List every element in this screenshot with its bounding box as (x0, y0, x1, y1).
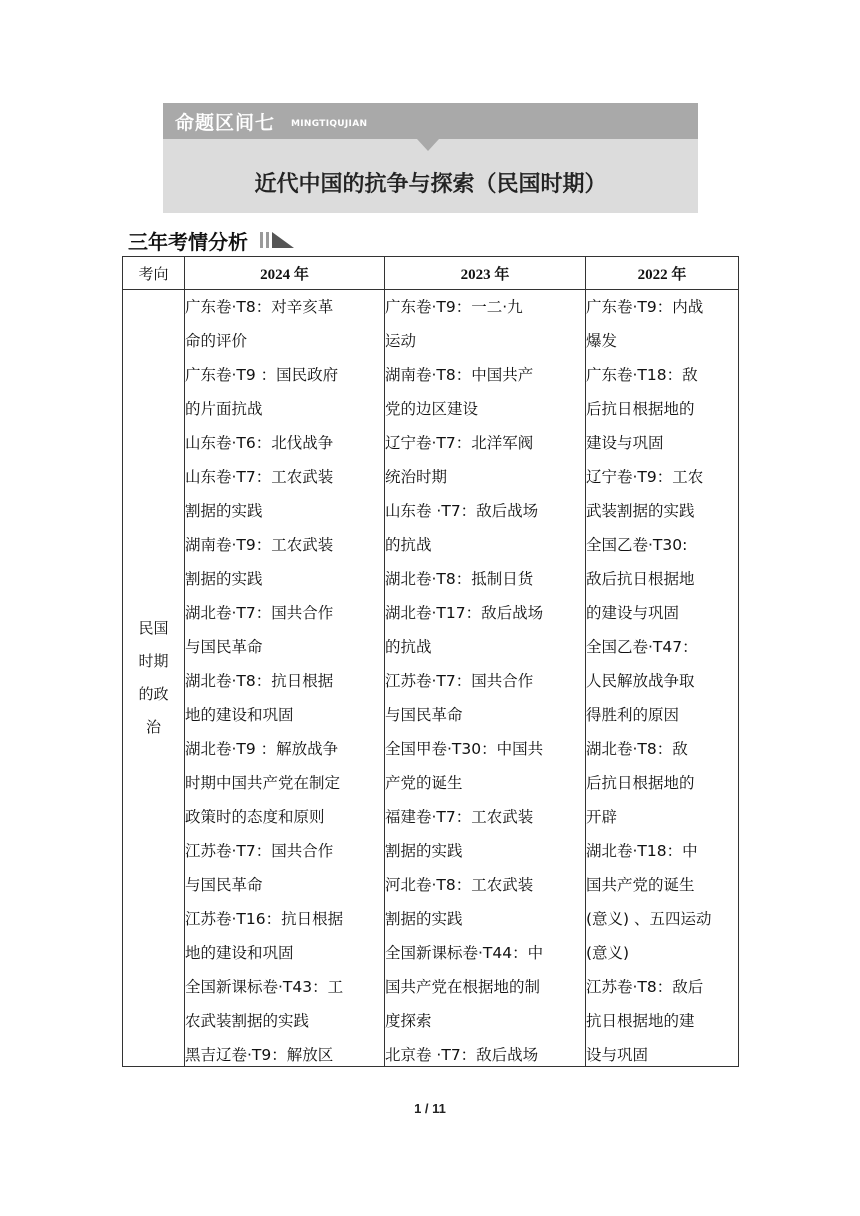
cell-line: 时期中国共产党在制定 (185, 774, 341, 792)
cell-line: 广东卷·T9：内战 (586, 298, 704, 316)
cell-line: 湖北卷·T8：抵制日货 (385, 570, 534, 588)
header-2022: 2022 年 (586, 257, 739, 290)
cell-line: 人民解放战争取 (586, 672, 695, 690)
cell-line: 山东卷·T6：北伐战争 (185, 434, 334, 452)
cell-line: 产党的诞生 (385, 774, 463, 792)
cell-line: 江苏卷·T7：国共合作 (185, 842, 334, 860)
cell-line: 河北卷·T8：工农武装 (385, 876, 534, 894)
banner-notch-decoration (417, 139, 439, 151)
cell-line: 割据的实践 (185, 502, 263, 520)
cell-line: 黑吉辽卷·T9：解放区 (185, 1046, 334, 1064)
cell-line: 湖南卷·T9：工农武装 (185, 536, 334, 554)
topic-line: 民国 (138, 619, 169, 637)
header-topic: 考向 (123, 257, 185, 290)
banner-header-bar (163, 103, 698, 139)
cell-line: 全国新课标卷·T44：中 (385, 944, 544, 962)
topic-line: 时期 (138, 652, 169, 670)
cell-line: 辽宁卷·T9：工农 (586, 468, 704, 486)
cell-line: 的抗战 (385, 536, 432, 554)
cell-line: 的抗战 (385, 638, 432, 656)
cell-line: 湖北卷·T7：国共合作 (185, 604, 334, 622)
cell-line: 湖北卷·T9 ：解放战争 (185, 740, 339, 758)
table-header-row (123, 257, 739, 290)
cell-line: (意义) 、五四运动 (586, 910, 712, 928)
cell-line: 地的建设和巩固 (185, 944, 294, 962)
cell-line: 割据的实践 (185, 570, 263, 588)
table-row (123, 290, 739, 1067)
header-2024: 2024 年 (185, 257, 385, 290)
cell-line: 湖北卷·T8：抗日根据 (185, 672, 334, 690)
banner-title: 命题区间七 (175, 112, 276, 134)
banner-main-title: 近代中国的抗争与探索（民国时期） (254, 172, 607, 197)
cell-line: 湖南卷·T8：中国共产 (385, 366, 534, 384)
cell-line: 广东卷·T9 ：国民政府 (185, 366, 339, 384)
cell-line: 山东卷 ·T7：敌后战场 (385, 502, 539, 520)
cell-line: 江苏卷·T16：抗日根据 (185, 910, 344, 928)
cell-line: 统治时期 (385, 468, 448, 486)
section-banner (163, 103, 698, 213)
topic-line: 的政 (138, 685, 169, 703)
cell-line: 辽宁卷·T7：北洋军阀 (385, 434, 534, 452)
topic-line: 治 (145, 718, 161, 736)
cell-line: 农武装割据的实践 (185, 1012, 310, 1030)
cell-2024 (185, 290, 385, 1067)
cell-line: 江苏卷·T8：敌后 (586, 978, 704, 996)
cell-line: 度探索 (385, 1012, 432, 1030)
cell-line: 党的边区建设 (385, 400, 479, 418)
cell-line: 命的评价 (185, 332, 248, 350)
cell-2022 (586, 290, 739, 1067)
cell-line: 武装割据的实践 (586, 502, 695, 520)
cell-line: 湖北卷·T17：敌后战场 (385, 604, 544, 622)
cell-line: 与国民革命 (385, 706, 463, 724)
cell-line: 后抗日根据地的 (586, 400, 695, 418)
cell-line: (意义) (586, 944, 630, 962)
cell-line: 全国乙卷·T47： (586, 638, 698, 656)
cell-line: 政策时的态度和原则 (185, 808, 325, 826)
topic-cell (123, 290, 185, 1067)
cell-line: 地的建设和巩固 (185, 706, 294, 724)
banner-subtitle: MINGTIQUJIAN (291, 119, 368, 129)
cell-line: 广东卷·T8：对辛亥革 (185, 298, 334, 316)
cell-line: 山东卷·T7：工农武装 (185, 468, 334, 486)
section-title: 三年考情分析 (128, 230, 248, 254)
cell-line: 爆发 (586, 332, 618, 350)
cell-line: 开辟 (586, 808, 618, 826)
cell-line: 北京卷 ·T7：敌后战场 (385, 1046, 539, 1064)
cell-line: 与国民革命 (185, 638, 263, 656)
cell-line: 广东卷·T9：一二·九 (385, 298, 523, 316)
exam-analysis-table (122, 256, 739, 1067)
cell-line: 广东卷·T18：敌 (586, 366, 698, 384)
heading-arrow-icon (260, 231, 300, 249)
cell-line: 设与巩固 (586, 1046, 649, 1064)
cell-line: 运动 (385, 332, 417, 350)
cell-line: 全国甲卷·T30：中国共 (385, 740, 544, 758)
cell-line: 江苏卷·T7：国共合作 (385, 672, 534, 690)
cell-line: 湖北卷·T8：敌 (586, 740, 688, 758)
page-number: 1 / 11 (414, 1101, 446, 1116)
cell-line: 国共产党在根据地的制 (385, 978, 541, 996)
cell-line: 湖北卷·T18：中 (586, 842, 698, 860)
header-2023: 2023 年 (385, 257, 586, 290)
cell-line: 敌后抗日根据地 (586, 570, 695, 588)
cell-line: 割据的实践 (385, 842, 463, 860)
cell-line: 割据的实践 (385, 910, 463, 928)
cell-line: 抗日根据地的建 (586, 1012, 695, 1030)
cell-line: 的建设与巩固 (586, 604, 680, 622)
cell-line: 得胜利的原因 (586, 706, 680, 724)
cell-2023 (385, 290, 586, 1067)
cell-line: 全国乙卷·T30: (586, 536, 688, 554)
cell-line: 后抗日根据地的 (586, 774, 695, 792)
cell-line: 国共产党的诞生 (586, 876, 695, 894)
cell-line: 的片面抗战 (185, 400, 263, 418)
cell-line: 全国新课标卷·T43：工 (185, 978, 344, 996)
cell-line: 福建卷·T7：工农武装 (385, 808, 534, 826)
section-heading (128, 226, 248, 252)
cell-line: 与国民革命 (185, 876, 263, 894)
cell-line: 建设与巩固 (586, 434, 664, 452)
